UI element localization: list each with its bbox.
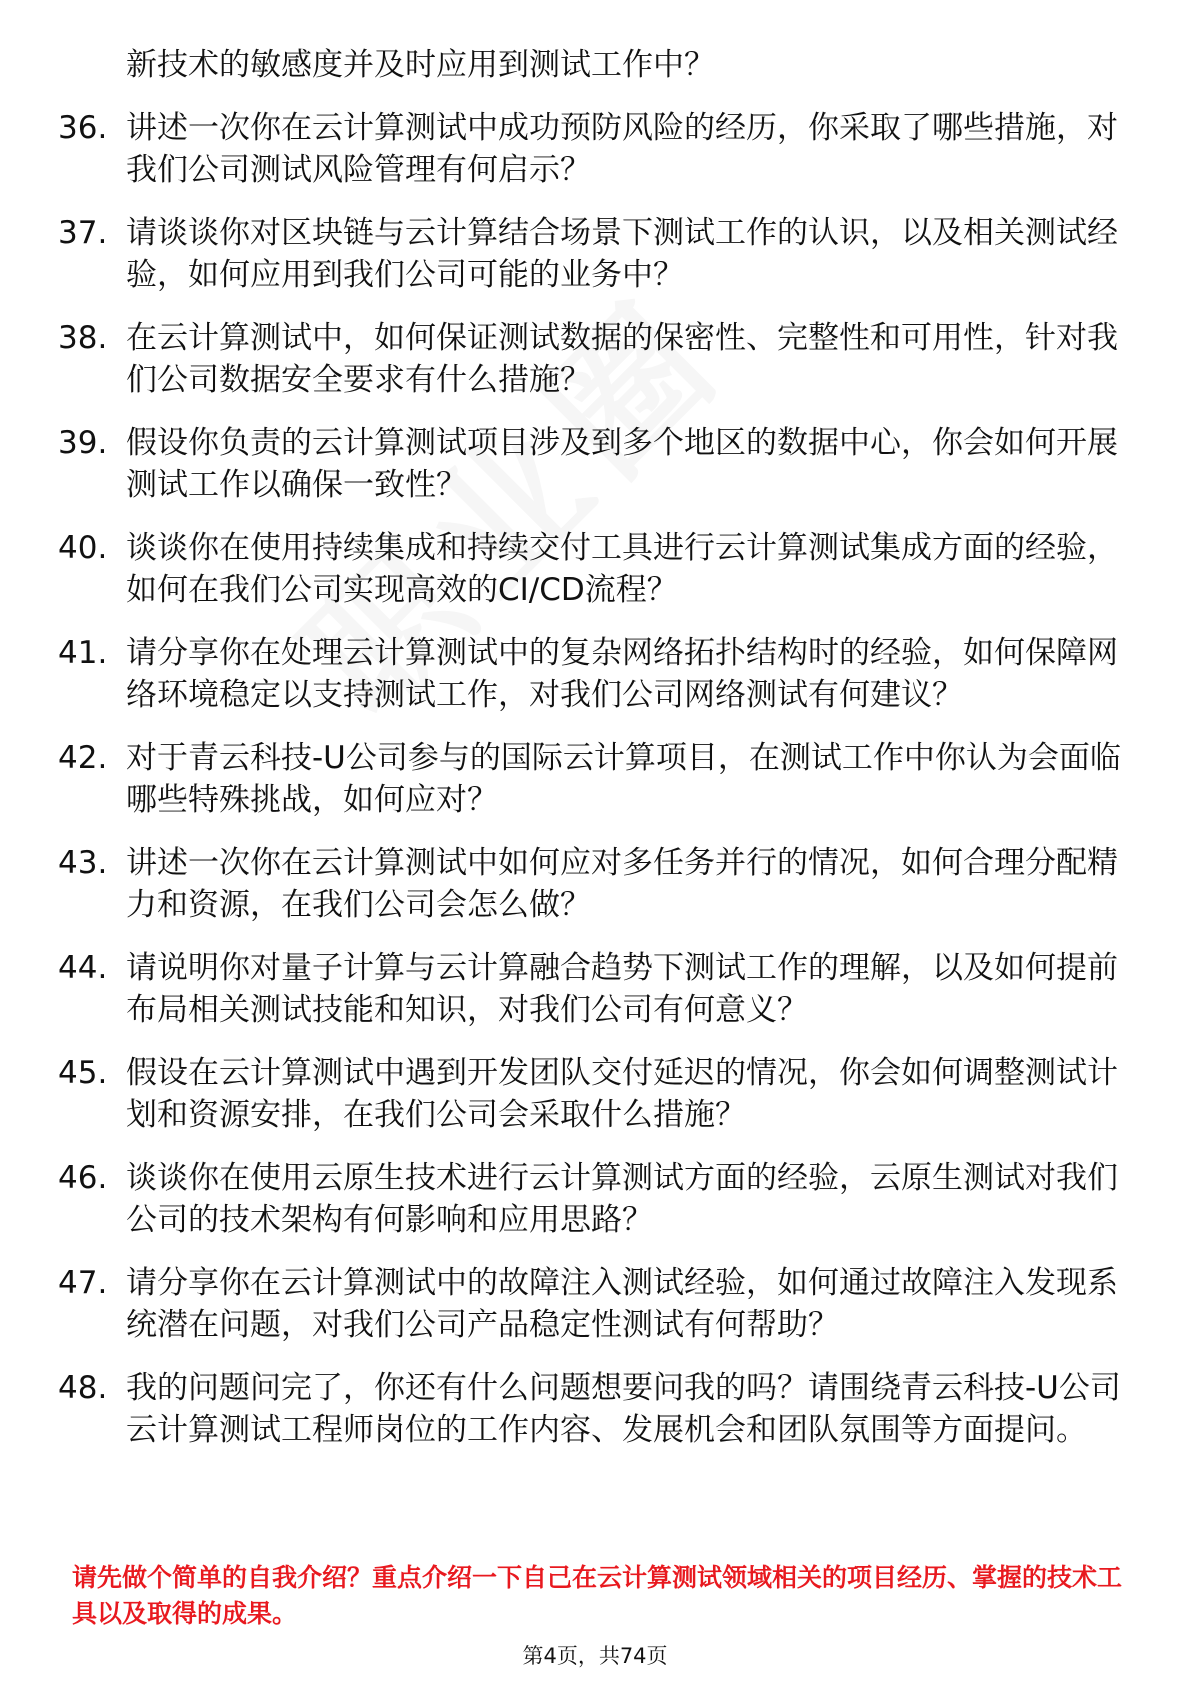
list-item <box>58 1262 1128 1346</box>
question-number: 42. <box>58 740 108 776</box>
list-item <box>58 212 1128 296</box>
list-item <box>58 317 1128 401</box>
question-number: 45. <box>58 1055 108 1091</box>
list-item <box>58 527 1128 611</box>
list-item <box>58 422 1128 506</box>
list-item <box>58 107 1128 191</box>
question-number: 41. <box>58 635 108 671</box>
question-number: 37. <box>58 215 108 251</box>
question-text: 请分享你在云计算测试中的故障注入测试经验，如何通过故障注入发现系统潜在问题，对我们公司产品稳定性测试有何帮助？ <box>126 1265 1118 1343</box>
question-text: 请谈谈你对区块链与云计算结合场景下测试工作的认识，以及相关测试经验，如何应用到我们公司可能的业务中？ <box>126 215 1118 293</box>
question-text: 在云计算测试中，如何保证测试数据的保密性、完整性和可用性，针对我们公司数据安全要求有什么措施？ <box>126 320 1118 398</box>
question-text: 请分享你在处理云计算测试中的复杂网络拓扑结构时的经验，如何保障网络环境稳定以支持测试工作，对我们公司网络测试有何建议？ <box>126 635 1118 713</box>
list-item <box>58 842 1128 926</box>
question-text: 谈谈你在使用持续集成和持续交付工具进行云计算测试集成方面的经验，如何在我们公司实现高效的CI/CD流程？ <box>126 530 1118 608</box>
question-text: 对于青云科技-U公司参与的国际云计算项目，在测试工作中你认为会面临哪些特殊挑战，如何应对？ <box>126 740 1121 818</box>
list-item <box>58 737 1128 821</box>
question-list <box>58 44 1128 1472</box>
question-number: 43. <box>58 845 108 881</box>
question-text: 假设在云计算测试中遇到开发团队交付延迟的情况，你会如何调整测试计划和资源安排，在我们公司会采取什么措施？ <box>126 1055 1118 1133</box>
continuation-line: 新技术的敏感度并及时应用到测试工作中？ <box>126 47 715 83</box>
question-text: 谈谈你在使用云原生技术进行云计算测试方面的经验，云原生测试对我们公司的技术架构有何影响和应用思路？ <box>126 1160 1118 1238</box>
question-number: 40. <box>58 530 108 566</box>
list-item <box>58 1052 1128 1136</box>
question-text: 我的问题问完了，你还有什么问题想要问我的吗？请围绕青云科技-U公司云计算测试工程师岗位的工作内容、发展机会和团队氛围等方面提问。 <box>126 1370 1121 1448</box>
question-number: 38. <box>58 320 108 356</box>
question-number: 48. <box>58 1370 108 1406</box>
question-text: 讲述一次你在云计算测试中如何应对多任务并行的情况，如何合理分配精力和资源，在我们公司会怎么做？ <box>126 845 1118 923</box>
list-item <box>58 947 1128 1031</box>
question-text: 请说明你对量子计算与云计算融合趋势下测试工作的理解，以及如何提前布局相关测试技能和知识，对我们公司有何意义？ <box>126 950 1118 1028</box>
question-text: 讲述一次你在云计算测试中成功预防风险的经历，你采取了哪些措施，对我们公司测试风险管理有何启示？ <box>126 110 1118 188</box>
question-number: 36. <box>58 110 108 146</box>
list-item <box>58 1367 1128 1451</box>
question-number: 39. <box>58 425 108 461</box>
question-number: 44. <box>58 950 108 986</box>
question-number: 46. <box>58 1160 108 1196</box>
list-item <box>58 632 1128 716</box>
highlight-note: 请先做个简单的自我介绍？重点介绍一下自己在云计算测试领域相关的项目经历、掌握的技术工具以及取得的成果。 <box>72 1563 1123 1628</box>
page-footer: 第4页，共74页 <box>522 1644 668 1668</box>
question-number: 47. <box>58 1265 108 1301</box>
list-item <box>58 1157 1128 1241</box>
question-text: 假设你负责的云计算测试项目涉及到多个地区的数据中心，你会如何开展测试工作以确保一致性？ <box>126 425 1118 503</box>
